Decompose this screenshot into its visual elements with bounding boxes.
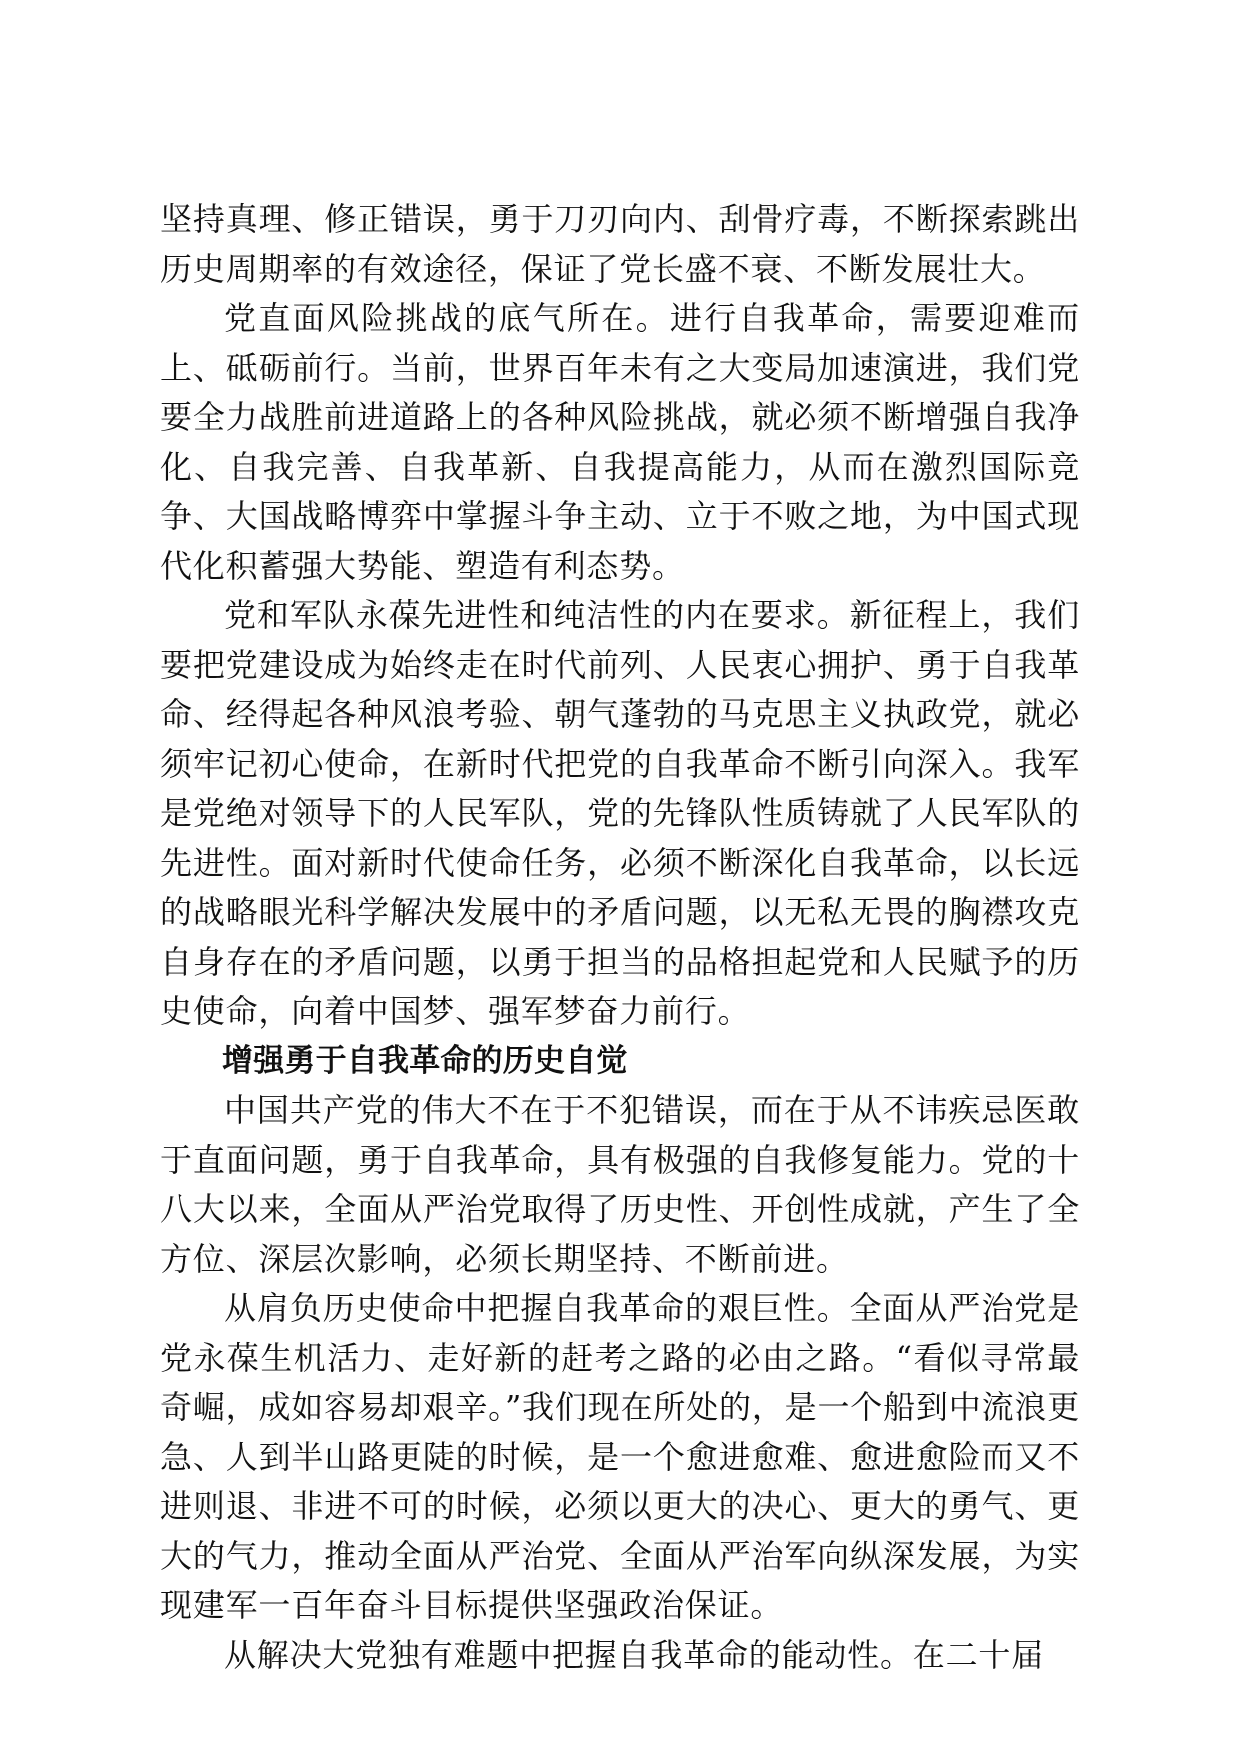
paragraph-risk-challenges: 党直面风险挑战的底气所在。进行自我革命，需要迎难而上、砥砺前行。当前，世界百年未有之大变局加速演进，我们党要全力战胜前进道路上的各种风险挑战，就必须不断增强自我净化、自我完善、自我革新、自我提高能力，从而在激烈国际竞争、大国战略博弈中掌握斗争主动、立于不败之地，为中国式现代化积蓄强大势能、塑造有利态势。 xyxy=(160,299,1080,585)
document-body xyxy=(160,195,1080,1680)
section-heading: 增强勇于自我革命的历史自觉 xyxy=(222,1042,628,1079)
paragraph-advancement-purity: 党和军队永葆先进性和纯洁性的内在要求。新征程上，我们要把党建设成为始终走在时代前列、人民衷心拥护、勇于自我革命、经得起各种风浪考验、朝气蓬勃的马克思主义执政党，就必须牢记初心使命，在新时代把党的自我革命不断引向深入。我军是党绝对领导下的人民军队，党的先锋队性质铸就了人民军队的先进性。面对新时代使命任务，必须不断深化自我革命，以长远的战略眼光科学解决发展中的矛盾问题，以无私无畏的胸襟攻克自身存在的矛盾问题，以勇于担当的品格担起党和人民赋予的历史使命，向着中国梦、强军梦奋力前行。 xyxy=(160,596,1080,1030)
paragraph-historic-mission: 从肩负历史使命中把握自我革命的艰巨性。全面从严治党是党永葆生机活力、走好新的赶考之路的必由之路。“看似寻常最奇崛，成如容易却艰辛。”我们现在所处的，是一个船到中流浪更急、人到半山路更陡的时候，是一个愈进愈难、愈进愈险而又不进则退、非进不可的时候，必须以更大的决心、更大的勇气、更大的气力，推动全面从严治党、全面从严治军向纵深发展，为实现建军一百年奋斗目标提供坚强政治保证。 xyxy=(160,1289,1080,1624)
paragraph-unique-problems: 从解决大党独有难题中把握自我革命的能动性。在二十届 xyxy=(224,1635,1045,1674)
paragraph-greatness: 中国共产党的伟大不在于不犯错误，而在于从不讳疾忌医敢于直面问题，勇于自我革命，具有极强的自我修复能力。党的十八大以来，全面从严治党取得了历史性、开创性成就，产生了全方位、深层次影响，必须长期坚持、不断前进。 xyxy=(160,1091,1080,1278)
paragraph-continuation: 坚持真理、修正错误，勇于刀刃向内、刮骨疗毒，不断探索跳出历史周期率的有效途径，保证了党长盛不衰、不断发展壮大。 xyxy=(160,200,1080,288)
